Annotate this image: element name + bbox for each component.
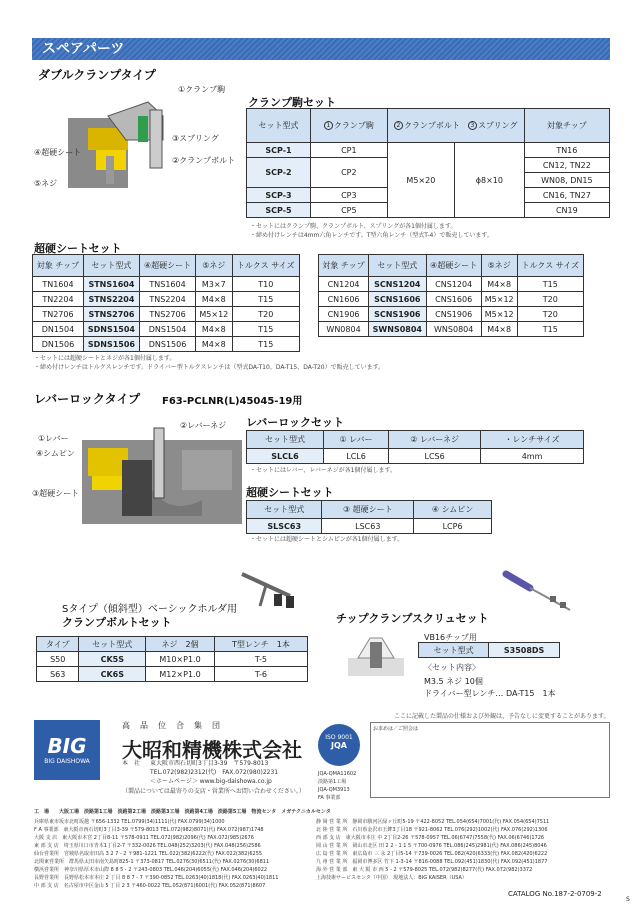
clamp-piece-label: ①クランプ駒: [178, 85, 226, 94]
office-line: 北 陸 営 業 所 石川県金沢市玉鉾3丁目18 〒921-8062 TEL.076(292)1002(代) FAX.076(292)1306: [316, 827, 548, 833]
clamp-note-1: ・セットにはクランプ駒、クランプボルト、スプリングが各1個付属します。: [250, 223, 457, 230]
lever-seat-set-title: 超硬シートセット: [246, 486, 334, 499]
lever-lock-diagram: [82, 420, 242, 524]
chip-set-table: セット型式 S3508DS: [418, 642, 560, 658]
table-row: CN1606 SCNS1606 CNS1606 M5×12 T20: [319, 292, 584, 307]
table-row: DN1504 SDNS1504 DNS1504 M4×8 T15: [33, 322, 300, 337]
col-set-type: セット型式: [247, 109, 311, 143]
col-target-chip: 対象チップ: [524, 109, 609, 143]
col-clamp-piece: クランプ駒: [333, 121, 374, 130]
seat-set-title: 超硬シートセット: [34, 242, 122, 255]
spring-label: ③スプリング: [172, 134, 219, 143]
chip-set-title: チップクランプスクリュセット: [336, 612, 489, 625]
office-line: 上海技術サービスセンタ（中国） 現地法人：BIG KAISER（USA）: [316, 875, 467, 881]
col-spring: スプリング: [477, 121, 518, 130]
lever-lock-title: レバーロックタイプ: [34, 392, 141, 406]
double-clamp-title: ダブルクランプタイプ: [38, 68, 156, 82]
office-line: 仙台営業所 宮城県名取市田高 3 2 7 - 2 〒981-1221 TEL.022(382)6222(代) FAX.022(382)6255: [34, 851, 263, 857]
table-row: DN1506 SDNS1506 DNS1506 M4×8 T15: [33, 337, 300, 352]
chip-content: 〈セット内容〉: [424, 663, 480, 672]
office-line: 大阪 支 店 東大阪市本宮 2丁目8-11 〒578-0911 TEL.072(982)2096(代) FAX.072(985)2676: [34, 835, 254, 841]
chip-screw-diagram: [348, 628, 404, 676]
office-line: 静 岡 営 業 所 静岡市駿河区緑ヶ丘町5-19 〒422-8052 TEL.054(654)7001(代) FAX.054(654)7511: [316, 819, 550, 825]
plants-line: 工 場 大阪工場 淡路第1工場 淡路第2工場 淡路第3工場 淡路第4工場 淡路第5工場 物流センタ メガテクニカルセンタ: [34, 809, 331, 815]
office-line: 広 島 営 業 所 東広島市 三 永 2丁目5-14 〒739-0026 TEL.082(420)6333(代) FAX.082(420)6222: [316, 851, 548, 857]
office-list-2: [316, 818, 549, 882]
clamp-set-title: クランプ駒セット: [248, 96, 336, 109]
iso-cert-1: JQA-QMA11602: [318, 771, 357, 777]
screw-label: ⑤ネジ: [34, 179, 58, 188]
table-row: TN1604 STNS1604 TNS1604 M3×7 T10: [33, 277, 300, 292]
lever-note: ・セットにはレバー、レバーネジが各1個付属します。: [250, 467, 396, 474]
lever-set-table: セット型式 ① レバー ② レバーネジ ・レンチサイズ SLCL6 LCL6 LCS6 4mm: [246, 430, 584, 464]
table-row: TN2204 STNS2204 TNS2204 M4×8 T15: [33, 292, 300, 307]
office-line: 横浜営業所 神奈川県厚木市山際 8 8 5 - 2 〒243-0803 TEL.046(204)6055(代) FAX.046(204)6022: [34, 867, 268, 873]
lever-lock-model: F63-PCLNR(L)45045-19用: [162, 396, 303, 407]
notice: ここに記載した製品の仕様および外観は、予告なしに変更することがあります。: [394, 713, 610, 720]
table-row: CN1906 SCNS1906 CNS1906 M5×12 T20: [319, 307, 584, 322]
table-row: WN0804 SWNS0804 WNS0804 M4×8 T15: [319, 322, 584, 337]
stype-table: タイプ セット型式 ネジ 2個 T型レンチ 1本 S50 CK5S M10×P1.0 T-5 S63 CK6S M12×P1.0 T-6: [36, 636, 308, 682]
office-list-1: [34, 818, 278, 890]
clamp-set-table: セット型式 1 クランプ駒 2 クランプボルト 3 スプリング 対象チップ SCP-1 CP1 M5×20 ϕ8×10 TN16 SCP-2 CP2 CN12, TN22 WN08, DN15 SCP-3 CP3 CN16, TN27 SCP-5 CP5 CN19: [246, 108, 610, 218]
office-line: 西 部 支 店 東大阪市本庄 中 2丁目2-26 〒578-0957 TEL.06(6747)7558(代) FAX.06(6746)1726: [316, 835, 545, 841]
table-row: CN1204 SCNS1204 CNS1204 M4×8 T15: [319, 277, 584, 292]
stype-title: クランプボルトセット: [62, 616, 172, 629]
office-line: 長野営業所 長野県松本市本庄 2 丁目 8 8 7 - 7 〒390-0852 TEL.0263(40)1818(代) FAX.0263(40)1811: [34, 875, 279, 881]
hq-label: 本 社: [122, 760, 141, 767]
iso-cert-3: JQA-QM3913: [318, 787, 350, 793]
chip-line-2: ドライバー型レンチ… DA-T15 1本: [424, 689, 556, 698]
hq-tel: TEL.072(982)2312(代) FAX.072(980)2231: [150, 769, 279, 776]
iso-cert-4: FA 事業部: [318, 795, 341, 801]
slogan: 高 品 位 合 集 団: [122, 721, 221, 730]
big-logo: BIG BIG DAISHOWA: [34, 720, 100, 780]
iso-badge: ISO 9001 JQA: [318, 724, 360, 766]
table-row: TN2706 STNS2706 TNS2706 M5×12 T20: [33, 307, 300, 322]
office-line: 兵庫県東市坂市北町坂越 〒656-1332 TEL.0799(34)1111(代) FAX.0799(34)1000: [34, 819, 225, 825]
website: ＜ホームページ＞ www.big-daishowa.co.jp: [150, 778, 272, 785]
office-line: 九 州 営 業 所 福岡市博多区 竹下 1-3-14 〒816-0088 TEL.092(451)1830(代) FAX.092(451)1877: [316, 859, 548, 865]
dealer-stamp-box: お求めは／ご照会は: [370, 722, 610, 798]
hq-address: 東大阪市西石切町3丁目3-39 〒579-8013: [150, 760, 269, 767]
spare-parts-banner: スペアパーツ: [32, 38, 610, 60]
t-wrench-image: [232, 566, 302, 610]
office-line: 中 部 支 店 名古屋市中区金山 5 丁目 2 3 〒460-0022 TEL.052(871)6001(代) FAX.052(871)8607: [34, 883, 266, 889]
office-line: 北関東営業所 群馬県太田市南矢島町825-1 〒373-0817 TEL.0276(30)6511(代) FAX.0276(30)6811: [34, 859, 270, 865]
lever-label: ①レバー: [38, 434, 69, 443]
seat-note-2: ・締め付けレンチはトルクスレンチです。ドライバー型トルクスレンチは（型式DA-T10、DA-T15、DA-T20）で販売しています。: [34, 364, 385, 371]
double-clamp-diagram: [68, 88, 178, 198]
chip-line-1: M3.5 ネジ 10個: [424, 677, 483, 686]
corner-mark: S: [626, 896, 630, 903]
clamp-note-2: ・締め付けレンチは4mm六角レンチです。T型六角レンチ（型式T-4）で販売しています。: [250, 232, 493, 239]
lever-screw-label: ②レバーネジ: [180, 421, 227, 430]
set-scp1: SCP-1: [247, 143, 311, 158]
lever-seat-note: ・セットには超硬シートとシムピンが各1個付属します。: [250, 536, 404, 543]
lever-seat-label: ③超硬シート: [32, 489, 80, 498]
office-line: 岡 山 営 業 所 岡山市北区 田 2 2 - 1 1 5 〒700-0976 TEL.086(245)2981(代) FAX.086(245)8046: [316, 843, 547, 849]
catalog-number: CATALOG No.187-2-0709-2: [508, 890, 602, 898]
spring-size: ϕ8×10: [455, 143, 525, 218]
office-line: 海 外 営 業 部 東 大 阪 市 西 5 - 2 〒579-8025 TEL.072(982)8277(代) FAX.072(982)3372: [316, 867, 533, 873]
seat-table-left: 対象 チップ セット型式 ④超硬シート ⑤ネジ トルクス サイズ TN1604 STNS1604 TNS1604 M3×7 T10 TN2204 STNS2204 TNS2204 M4×8 T15 TN2706 STNS2706 TNS2706 M5×12 T20 DN1504 SDNS1504 DNS1504 M4×8 T15 DN1506 SDNS1506 DNS1506 M4×8 T15: [32, 254, 300, 352]
driver-image: [500, 566, 580, 616]
lever-set-title: レバーロックセット: [246, 416, 345, 429]
stype-subtitle: Sタイプ（傾斜型）ベーシックホルダ用: [62, 604, 238, 615]
lever-seat-table: セット型式 ③ 超硬シート ④ シムピン SLSC63 LSC63 LCP6: [246, 500, 492, 534]
carbide-seat-label: ④超硬シート: [34, 148, 82, 157]
col-clamp-bolt: クランプボルト: [403, 121, 460, 130]
seat-table-right: 対象 チップ セット型式 ④超硬シート ⑤ネジ トルクス サイズ CN1204 SCNS1204 CNS1204 M4×8 T15 CN1606 SCNS1606 CNS1606 M5×12 T20 CN1906 SCNS1906 CNS1906 M5×12 T20 WN0804 SWNS0804 WNS0804 M4×8 T15: [318, 254, 584, 337]
shim-pin-label: ④シムピン: [36, 449, 75, 458]
clamp-bolt-label: ②クランプボルト: [172, 156, 236, 165]
company-name: 大昭和精機株式会社: [122, 738, 302, 762]
chip-subtitle: VB16チップ用: [424, 633, 477, 642]
iso-cert-2: 淡路第1工場: [318, 779, 347, 785]
bolt-size: M5×20: [387, 143, 454, 218]
web-note: （製品については最寄りの支店・営業所へお問い合わせください。）: [122, 788, 305, 795]
office-line: 東 部 支 店 埼玉県川口市青木1丁目2-7 〒332-0026 TEL.048(252)3203(代) FAX.048(256)2586: [34, 843, 261, 849]
seat-note-1: ・セットには超硬シートとネジが各1個付属します。: [34, 355, 176, 362]
office-line: F A 事業部 東大阪市西石切町3丁目3-39 〒579-8013 TEL.072(982)8071(代) FAX.072(987)1748: [34, 827, 264, 833]
